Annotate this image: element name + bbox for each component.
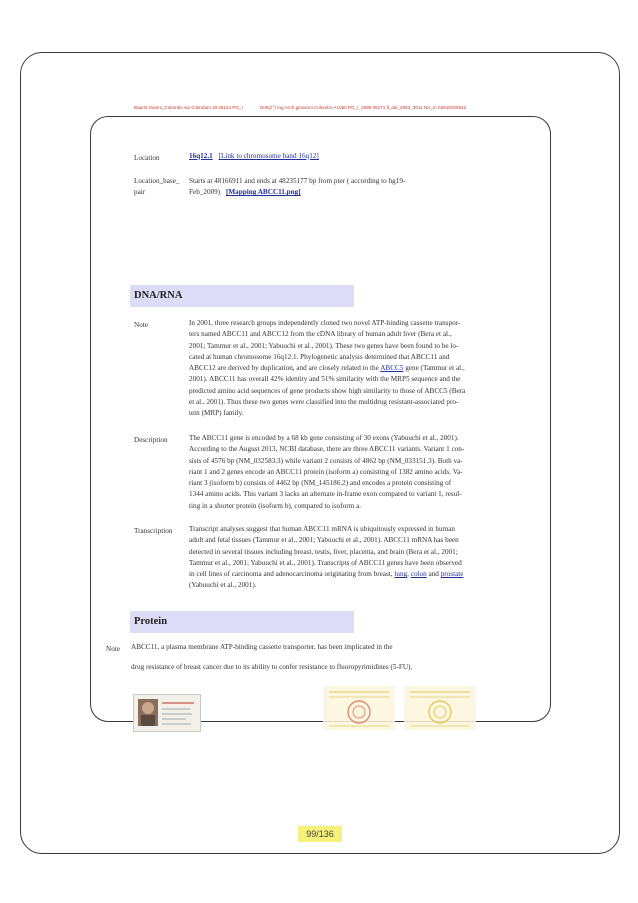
location-label: Location [134, 154, 160, 162]
dna-note-text [189, 318, 465, 420]
description-line: riant 3 (isoform b) consists of 4462 bp (NM_145186.2) and encodes a protein consisting of [189, 479, 452, 488]
protein-note-line1: ABCC11, a plasma membrane ATP-binding cassette transporter, has been implicated in the [131, 643, 393, 651]
header-credentials: Dott(2°) Ing.Arch.giovanni Colombo A1050 PG_I_1995 05171 fl_dal_2003_2011 NA_m 02910100542 [260, 105, 467, 110]
location-value [189, 151, 319, 162]
chromosome-band-16q12-link[interactable]: [Link to chromosome band 16q12] [218, 152, 319, 160]
dna-note-line: predicted amino acid sequences of gene products show high similarity to those of ABCC5 (Bera [189, 386, 466, 395]
transcription-line: Transcript analyses suggest that human ABCC11 mRNA is ubiquitously expressed in human [189, 525, 455, 533]
dna-note-line: ters named ABCC11 and ABCC12 from the cDNA library of human adult liver (Bera et al., [189, 330, 452, 339]
seal-stamp-left [323, 686, 395, 730]
base-pair-line1: Starts at 48166911 and ends at 48235177 bp from pter ( according to hg19- [189, 177, 406, 185]
dna-note-line: In 2001, three research groups independently cloned two novel ATP-binding cassette transpor- [189, 319, 461, 327]
colon-link[interactable]: colon [410, 570, 427, 579]
dna-rna-heading: DNA/RNA [130, 285, 354, 307]
location-base-pair-text [189, 176, 405, 199]
transcription-line: detected in several tissues including breast, testis, liver, placenta, and brain (Bera et al., 2001; [189, 547, 458, 556]
prostate-link[interactable]: prostate [440, 570, 464, 579]
protein-note-label: Note [106, 645, 120, 653]
dna-note-label: Note [134, 321, 148, 329]
transcription-text [189, 524, 463, 592]
location-base-pair-label-line2: pair [134, 188, 146, 197]
description-label: Description [134, 436, 168, 444]
description-line: ting in a shorter protein (isoform b), compared to isoform a. [189, 501, 362, 510]
header-author: BaurO Gianni_Colombo via G.Brufani 18 06124 PG_I [134, 105, 243, 110]
location-base-pair-label-line1: Location_base_ [134, 177, 180, 185]
description-line: sists of 4576 bp (NM_032583.3) while variant 2 consists of 4862 bp (NM_033151.3). Both va- [189, 456, 463, 465]
description-line: 1344 amino acids. This variant 3 lacks an alternate in-frame exon compared to variant 1, resul- [189, 490, 462, 499]
protein-heading: Protein [130, 611, 354, 633]
base-pair-line2 [189, 187, 405, 198]
lung-link[interactable]: lung [394, 570, 408, 579]
description-line: riant 1 and 2 genes encode an ABCC11 protein (isoform a) consisting of 1382 amino acids. Va- [189, 467, 463, 476]
dna-note-line5-post: gene (Tammur et al., [403, 364, 465, 373]
dna-note-line5-pre: ABCC12 are derived by duplication, and are closely related to the [189, 364, 381, 373]
dna-note-line: 2001; Tammur et al., 2001; Yabuuchi et al., 2001). These two genes have been found to be lo- [189, 341, 459, 350]
chromosome-band-link[interactable]: 16q12.1 [189, 152, 213, 160]
seal-stamp-right [404, 686, 476, 730]
page-header-line [134, 105, 554, 110]
seal-stamp-left-graphic [323, 686, 395, 730]
transcription-line5-pre: in cell lines of carcinoma and adenocarcinoma originating from breast, [189, 570, 395, 579]
transcription-line [189, 569, 463, 580]
transcription-line: adult and fetal tissues (Tammur et al., 2001; Yabuuchi et al., 2001). ABCC11 mRNA has been [189, 536, 459, 545]
description-line: According to the August 2013, NCBI database, there are three ABCC11 variants. Variant 1 con- [189, 445, 465, 454]
id-card-graphic [134, 695, 200, 731]
dna-note-line: cated at human chromosome 16q12.1. Phylogenetic analysis determined that ABCC11 and [189, 352, 450, 361]
mapping-abcc11-link[interactable]: [Mapping ABCC11.png] [225, 188, 301, 197]
transcription-and: and [426, 570, 441, 579]
description-line: The ABCC11 gene is encoded by a 68 kb gene consisting of 30 exons (Yabuuchi et al., 2001). [189, 434, 459, 442]
seal-stamp-right-graphic [404, 686, 476, 730]
page-number: 99/136 [298, 826, 342, 842]
transcription-line: (Yabuuchi et al., 2001). [189, 581, 257, 590]
transcription-comma: , [407, 570, 411, 579]
description-text [189, 433, 464, 512]
protein-note-line2: drug resistance of breast cancer due to its ability to confer resistance to fluoropyrimidines (5-FU), [131, 663, 413, 671]
transcription-line: Tammur et al., 2001; Yabuuchi et al., 2001). Transcripts of ABCC11 genes have been observed [189, 558, 462, 567]
id-card-image [133, 694, 201, 732]
abcc5-link[interactable]: ABCC5 [380, 364, 404, 373]
dna-note-line: 2001). ABCC11 has overall 42% identity and 51% similarity with the MRP5 sequence and the [189, 375, 461, 384]
base-pair-date: Feb_2009) [189, 188, 221, 197]
location-base-pair-label [134, 176, 180, 199]
transcription-label: Transcription [134, 527, 173, 535]
dna-note-line: et al., 2001). Thus these two genes were classified into the multidrug resistant-associated pro- [189, 398, 459, 407]
dna-note-line [189, 363, 465, 374]
dna-note-line: tein (MRP) family. [189, 409, 244, 418]
